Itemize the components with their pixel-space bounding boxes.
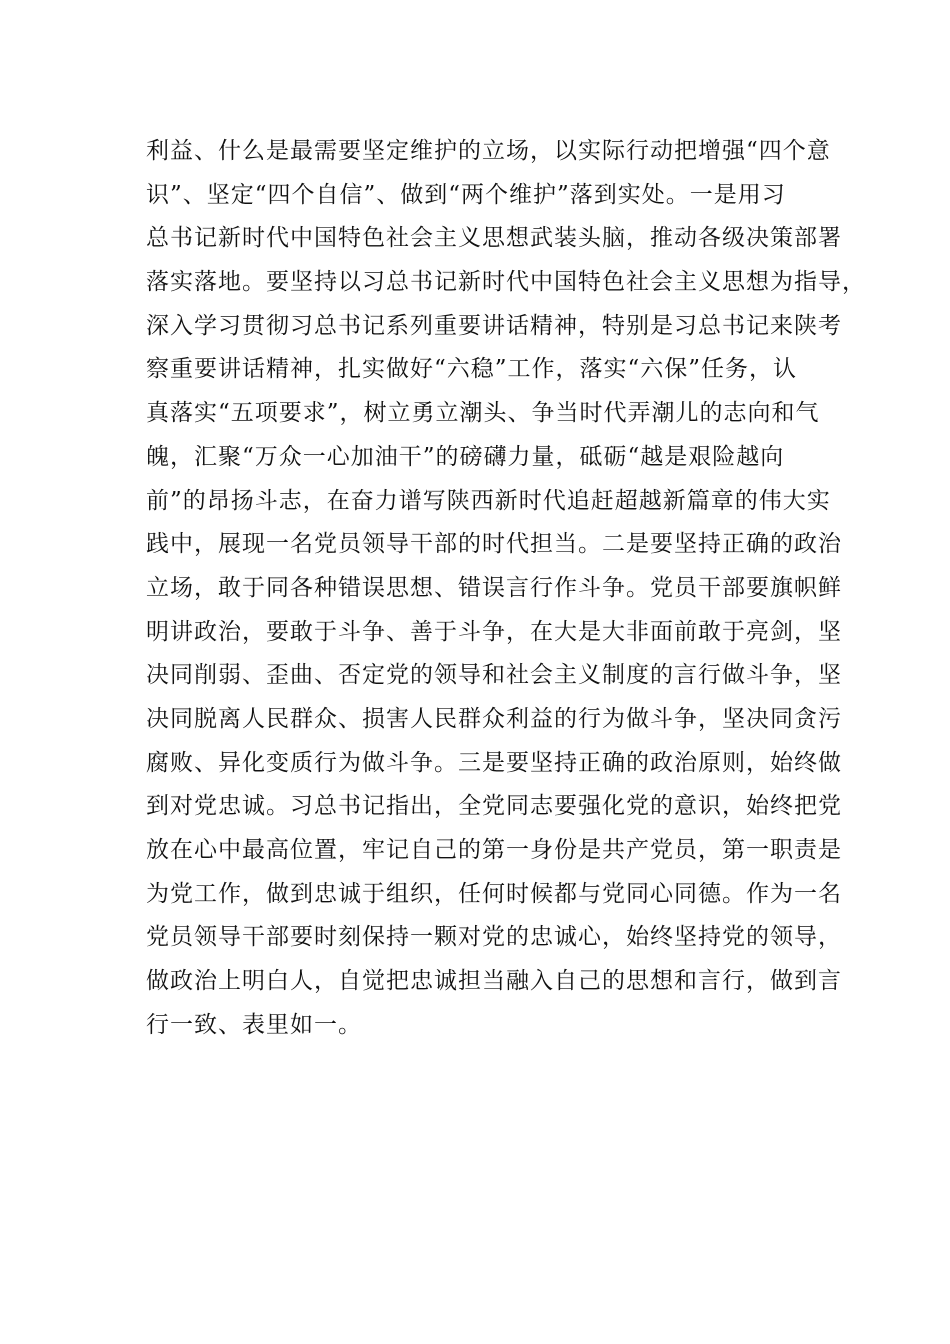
text-line-4: 落实落地。要坚持以习总书记新时代中国特色社会主义思想为指导， xyxy=(146,269,866,296)
text-line-2: 识”、坚定“四个自信”、做到“两个维护”落到实处。一是用习 xyxy=(146,181,786,208)
text-line-11: 立场，敢于同各种错误思想、错误言行作斗争。党员干部要旗帜鲜 xyxy=(146,574,842,601)
text-line-10: 践中，展现一名党员领导干部的时代担当。二是要坚持正确的政治 xyxy=(146,531,842,558)
text-line-19: 党员领导干部要时刻保持一颗对党的忠诚心，始终坚持党的领导， xyxy=(146,924,842,951)
body-paragraph xyxy=(146,130,866,1047)
text-line-14: 决同脱离人民群众、损害人民群众利益的行为做斗争，坚决同贪污 xyxy=(146,705,842,732)
text-line-5: 深入学习贯彻习总书记系列重要讲话精神，特别是习总书记来陕考 xyxy=(146,312,842,339)
text-line-13: 决同削弱、歪曲、否定党的领导和社会主义制度的言行做斗争，坚 xyxy=(146,662,842,689)
text-line-20: 做政治上明白人，自觉把忠诚担当融入自己的思想和言行，做到言 xyxy=(146,968,842,995)
text-line-18: 为党工作，做到忠诚于组织，任何时候都与党同心同德。作为一名 xyxy=(146,880,842,907)
text-line-12: 明讲政治，要敢于斗争、善于斗争，在大是大非面前敢于亮剑，坚 xyxy=(146,618,842,645)
text-line-3: 总书记新时代中国特色社会主义思想武装头脑，推动各级决策部署 xyxy=(146,225,842,252)
text-line-7: 真落实“五项要求”，树立勇立潮头、争当时代弄潮儿的志向和气 xyxy=(146,400,820,427)
text-line-1: 利益、什么是最需要坚定维护的立场，以实际行动把增强“四个意 xyxy=(146,138,831,164)
text-line-15: 腐败、异化变质行为做斗争。三是要坚持正确的政治原则，始终做 xyxy=(146,749,842,776)
text-line-16: 到对党忠诚。习总书记指出，全党同志要强化党的意识，始终把党 xyxy=(146,793,842,820)
text-line-9: 前”的昂扬斗志，在奋力谱写陕西新时代追赶超越新篇章的伟大实 xyxy=(146,487,831,514)
text-line-21: 行一致、表里如一。 xyxy=(146,1011,362,1038)
text-line-6: 察重要讲话精神，扎实做好“六稳”工作，落实“六保”任务，认 xyxy=(146,356,798,383)
text-line-17: 放在心中最高位置，牢记自己的第一身份是共产党员，第一职责是 xyxy=(146,837,842,863)
text-line-8: 魄，汇聚“万众一心加油干”的磅礴力量，砥砺“越是艰险越向 xyxy=(146,443,785,470)
